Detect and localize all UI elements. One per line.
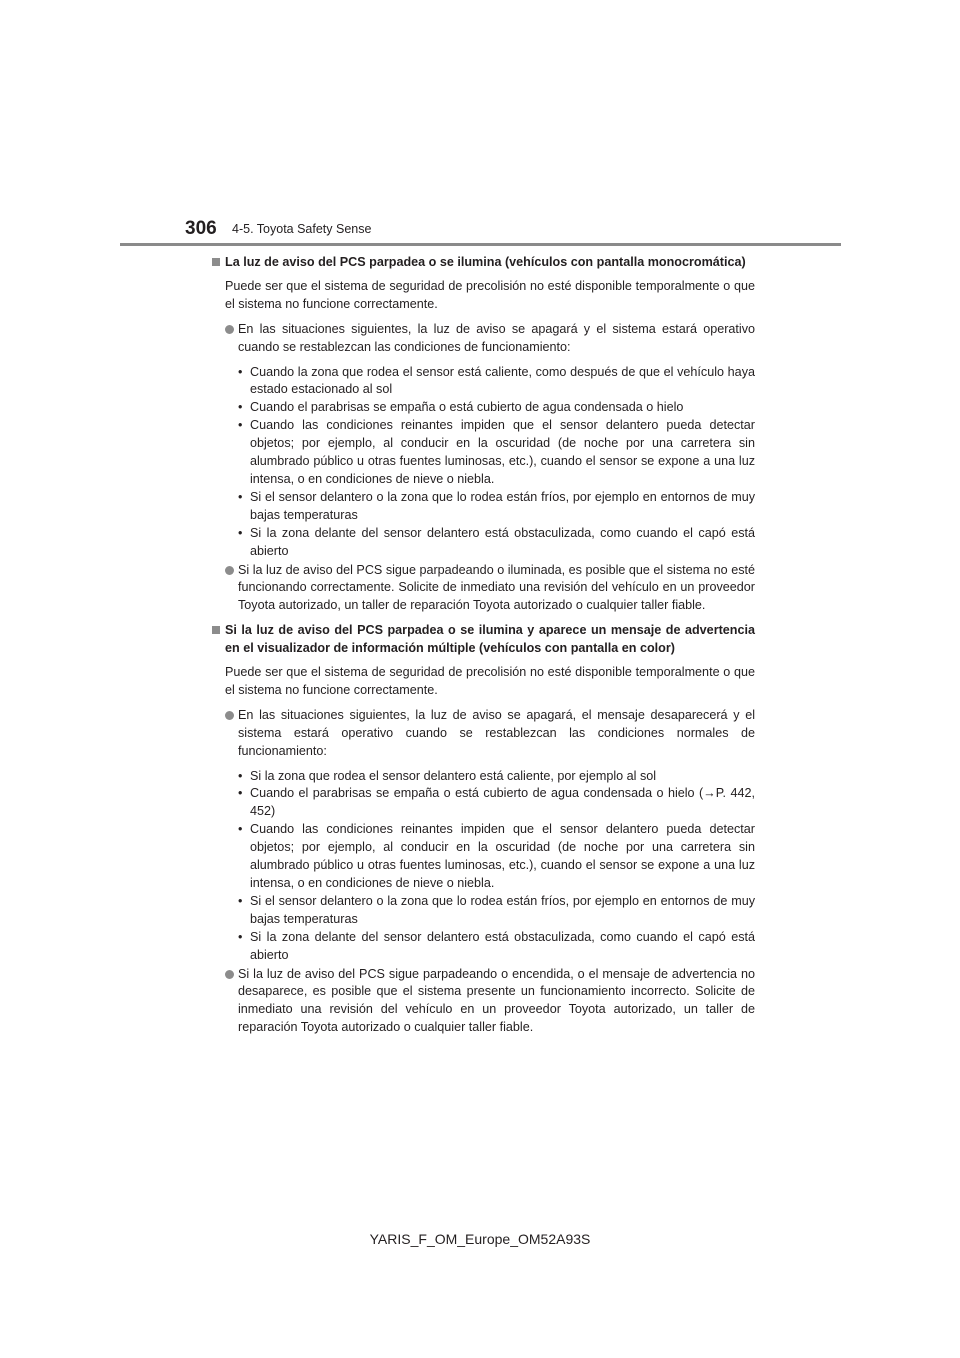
condition-item: • Si la zona que rodea el sensor delantero está caliente, por ejemplo al sol (238, 768, 755, 786)
header-divider (120, 243, 841, 246)
condition-item: • Cuando las condiciones reinantes impiden que el sensor delantero pueda detectar objetos; por ejemplo, al conducir en la oscuridad (de noche por una carretera sin alumbrado público u otras fuentes luminosas, etc.), cuando el sensor se expone a una luz intensa, o en condiciones de nieve o niebla. (238, 417, 755, 489)
condition-item: • Si la zona delante del sensor delantero está obstaculizada, como cuando el capó está abierto (238, 929, 755, 965)
condition-item: • Cuando el parabrisas se empaña o está cubierto de agua condensada o hielo (→P. 442, 452) (238, 785, 755, 821)
list-item (212, 966, 755, 1038)
circle-bullet-icon (225, 325, 234, 334)
bullet-text: Si la luz de aviso del PCS sigue parpadeando o iluminada, es posible que el sistema no esté funcionando correctamente. Solicite de inmediato una revisión del vehículo en un proveedor Toyota autorizado, un taller de reparación Toyota autorizado o cualquier taller fiable. (238, 562, 755, 613)
list-item (212, 321, 755, 357)
condition-list (238, 364, 755, 561)
square-bullet-icon (212, 258, 220, 266)
bullet-text: En las situaciones siguientes, la luz de aviso se apagará y el sistema estará operativo cuando se restablezcan las condiciones de funcionamiento: (238, 321, 755, 354)
square-bullet-icon (212, 626, 220, 634)
subsection-heading (212, 254, 755, 272)
condition-item: • Si el sensor delantero o la zona que lo rodea están fríos, por ejemplo en entornos de muy bajas temperaturas (238, 489, 755, 525)
intro-paragraph: Puede ser que el sistema de seguridad de precolisión no esté disponible temporalmente o que el sistema no funcione correctamente. (225, 278, 755, 311)
condition-item: • Cuando las condiciones reinantes impiden que el sensor delantero pueda detectar objetos; por ejemplo, al conducir en la oscuridad (de noche por una carretera sin alumbrado público u otras fuentes luminosas, etc.), cuando el sensor se expone a una luz intensa, o en condiciones de nieve o niebla. (238, 821, 755, 893)
bullet-text: Si la luz de aviso del PCS sigue parpadeando o encendida, o el mensaje de advertencia no desaparece, es posible que el sistema presente un funcionamiento incorrecto. Solicite de inmediato una revisión del vehículo en un proveedor Toyota autorizado, un taller de reparación Toyota autorizado o cualquier taller fiable. (238, 966, 755, 1035)
page-number: 306 (185, 218, 217, 239)
section-title: 4-5. Toyota Safety Sense (232, 222, 372, 236)
list-item (212, 707, 755, 761)
condition-item: • Cuando el parabrisas se empaña o está cubierto de agua condensada o hielo (238, 399, 755, 417)
condition-item: • Cuando la zona que rodea el sensor está caliente, como después de que el vehículo haya estado estacionado al sol (238, 364, 755, 400)
page-content (212, 254, 755, 1044)
condition-item: • Si la zona delante del sensor delantero está obstaculizada, como cuando el capó está abierto (238, 525, 755, 561)
circle-bullet-icon (225, 566, 234, 575)
document-code: YARIS_F_OM_Europe_OM52A93S (369, 1231, 591, 1247)
subsection-heading (212, 622, 755, 658)
condition-list (238, 768, 755, 965)
subsection-heading-text: Si la luz de aviso del PCS parpadea o se ilumina y aparece un mensaje de advertencia en el visualizador de información múltiple (vehículos con pantalla en color) (225, 623, 755, 656)
circle-bullet-icon (225, 970, 234, 979)
list-item (212, 562, 755, 616)
bullet-text: En las situaciones siguientes, la luz de aviso se apagará, el mensaje desaparecerá y el sistema estará operativo cuando se restablezcan las condiciones normales de funcionamiento: (238, 707, 755, 758)
circle-bullet-icon (225, 711, 234, 720)
condition-item: • Si el sensor delantero o la zona que lo rodea están fríos, por ejemplo en entornos de muy bajas temperaturas (238, 893, 755, 929)
intro-paragraph: Puede ser que el sistema de seguridad de precolisión no esté disponible temporalmente o que el sistema no funcione correctamente. (225, 665, 755, 697)
subsection-heading-text: La luz de aviso del PCS parpadea o se ilumina (vehículos con pantalla monocromática) (225, 255, 746, 269)
